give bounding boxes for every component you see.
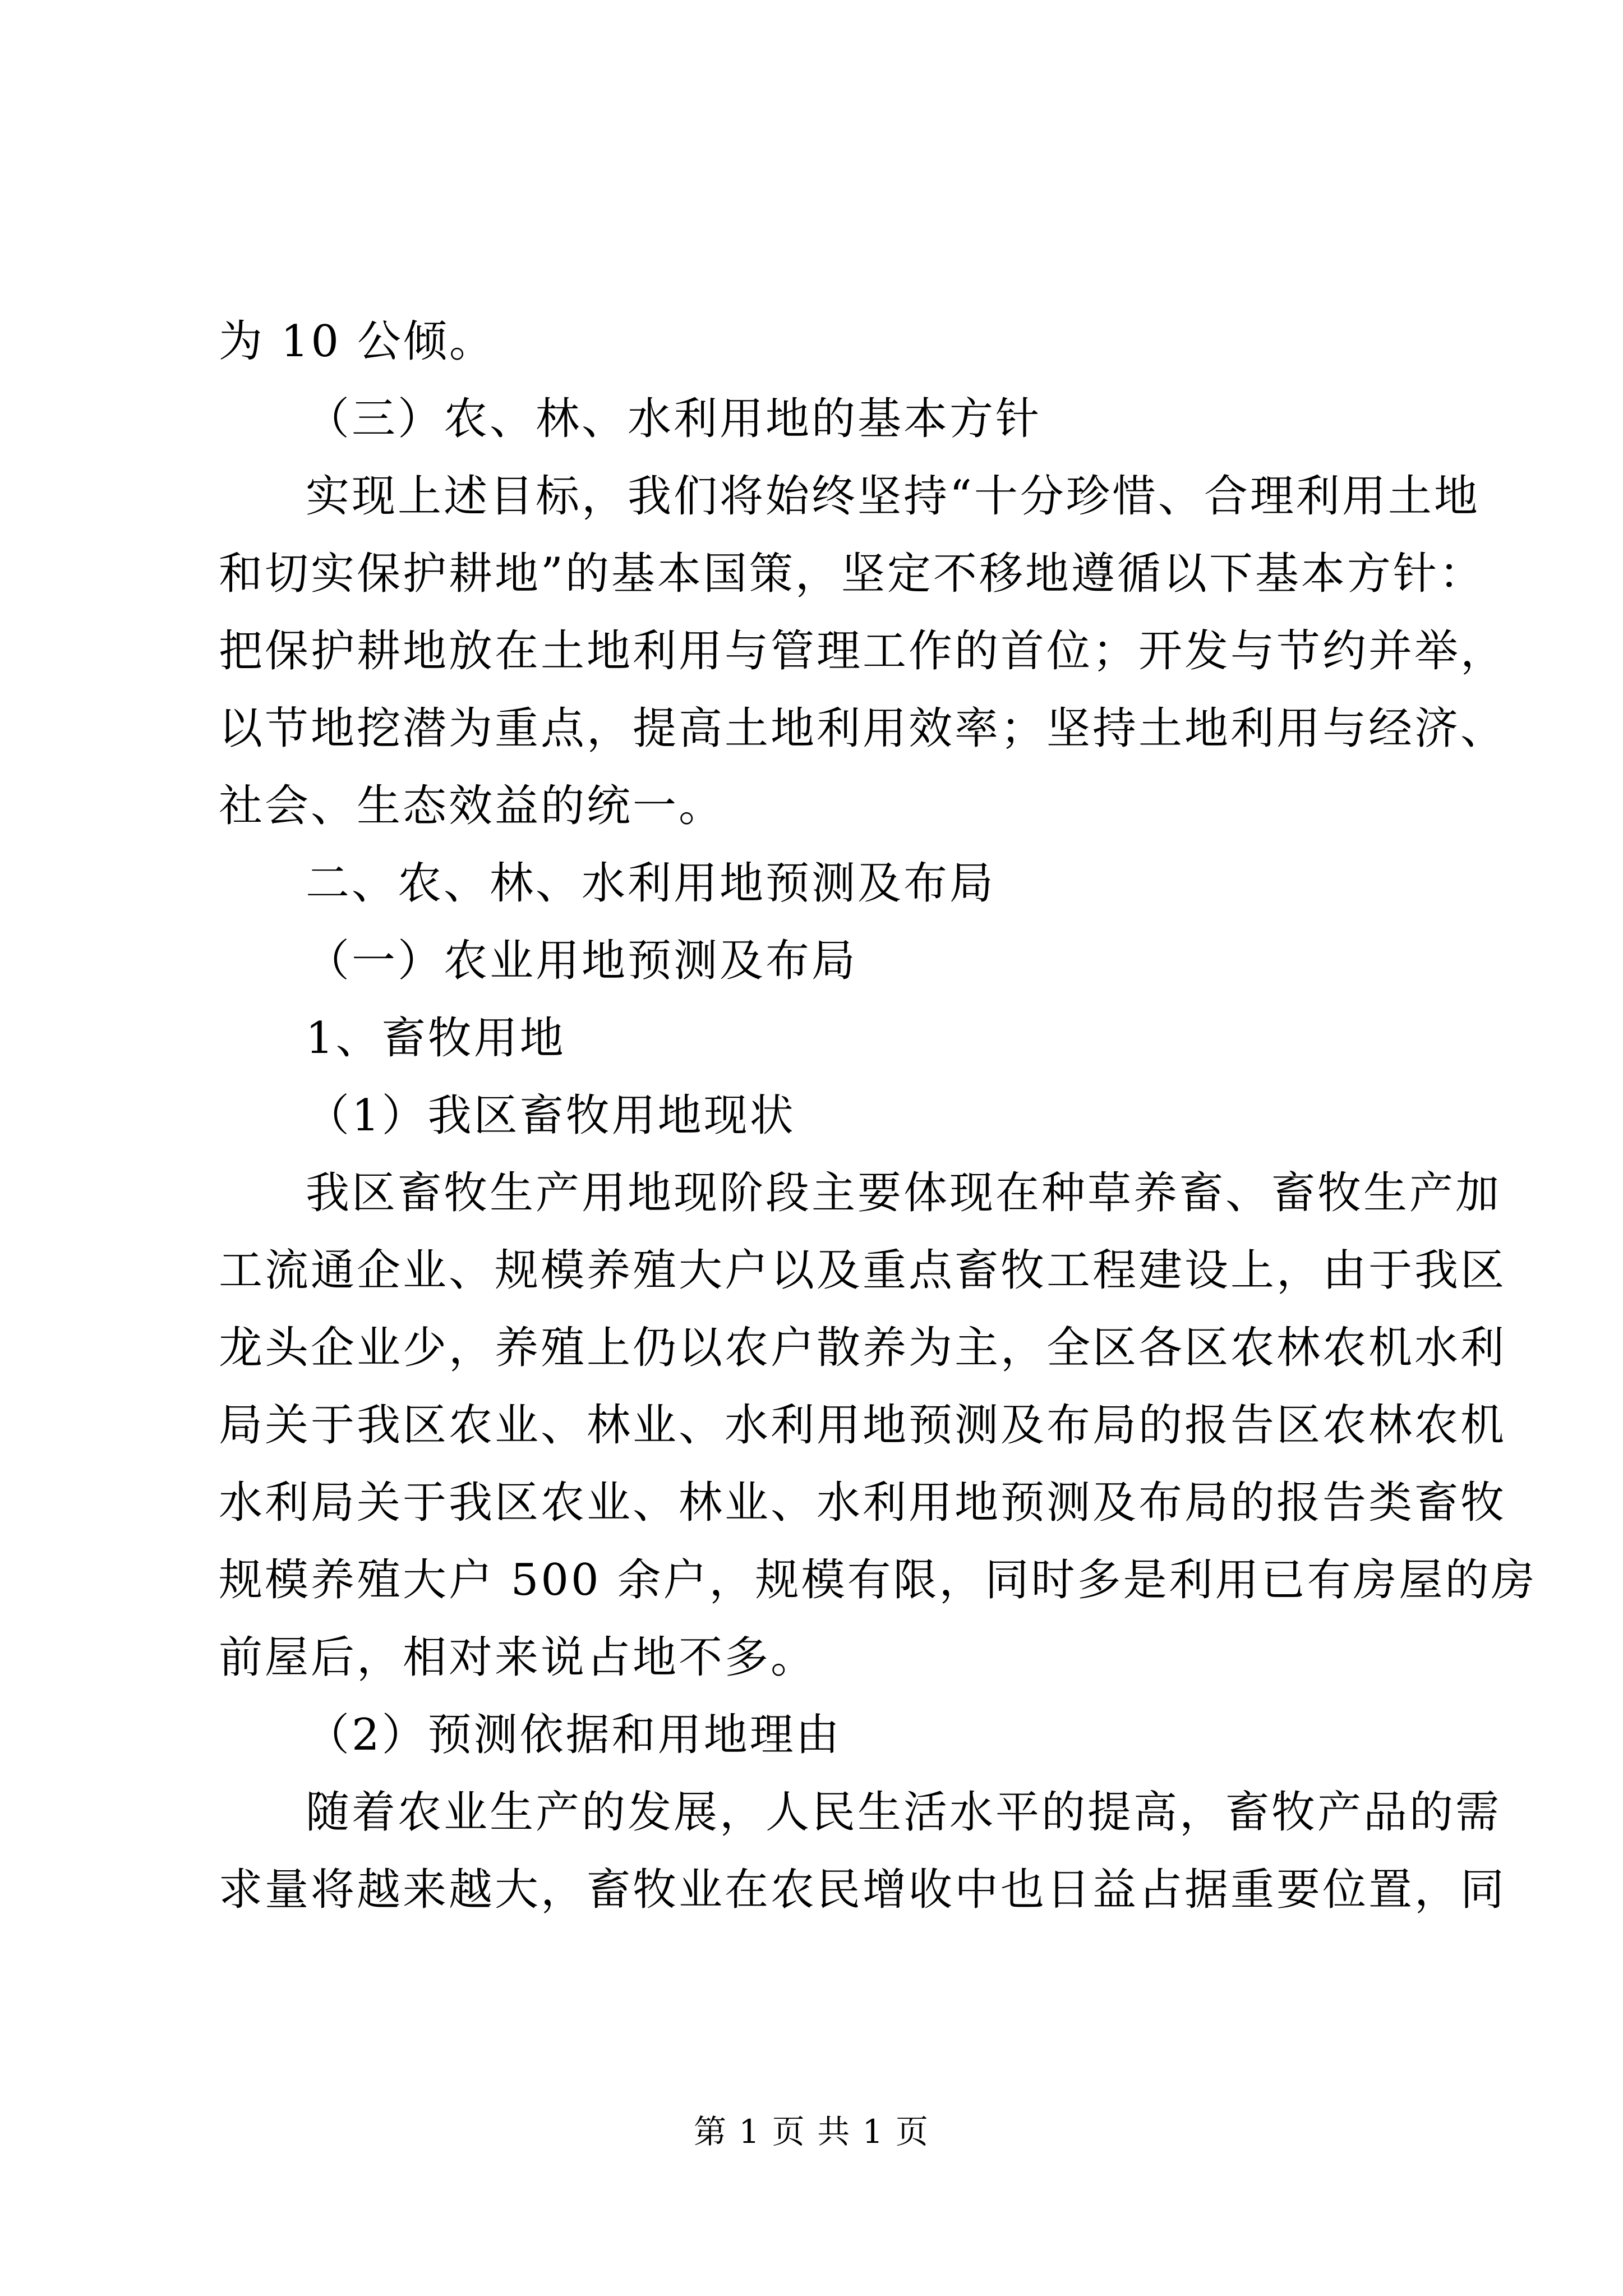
paragraph-line: 龙头企业少，养殖上仍以农户散养为主，全区各区农林农机水利 <box>219 1323 1507 1373</box>
paragraph-line: 水利局关于我区农业、林业、水利用地预测及布局的报告类畜牧 <box>219 1478 1507 1528</box>
paragraph-line: 和切实保护耕地”的基本国策，坚定不移地遵循以下基本方针： <box>219 549 1485 599</box>
paragraph-line: 随着农业生产的发展，人民生活水平的提高，畜牧产品的需 <box>306 1787 1502 1838</box>
item-heading-2: （2）预测依据和用地理由 <box>306 1710 842 1760</box>
paragraph-line: 前屋后，相对来说占地不多。 <box>219 1632 817 1683</box>
text-line-continuation: 为 10 公倾。 <box>219 316 495 367</box>
chapter-heading-2: 二、农、林、水利用地预测及布局 <box>306 858 996 909</box>
page-footer: 第 1 页 共 1 页 <box>694 2113 929 2151</box>
paragraph-line: 求量将越来越大，畜牧业在农民增收中也日益占据重要位置，同 <box>219 1865 1507 1915</box>
paragraph-line: 规模养殖大户 500 余户，规模有限，同时多是利用已有房屋的房 <box>219 1555 1537 1605</box>
item-heading-1: （1）我区畜牧用地现状 <box>306 1091 796 1141</box>
paragraph-line: 我区畜牧生产用地现阶段主要体现在种草养畜、畜牧生产加 <box>306 1168 1502 1218</box>
section-heading-1: （一）农业用地预测及布局 <box>306 936 858 986</box>
paragraph-line: 实现上述目标，我们将始终坚持“十分珍惜、合理利用土地 <box>306 471 1480 522</box>
section-heading-3: （三）农、林、水利用地的基本方针 <box>306 394 1042 444</box>
paragraph-line: 工流通企业、规模养殖大户以及重点畜牧工程建设上，由于我区 <box>219 1245 1507 1296</box>
subsection-heading-1: 1、畜牧用地 <box>306 1013 566 1064</box>
paragraph-line: 局关于我区农业、林业、水利用地预测及布局的报告区农林农机 <box>219 1400 1507 1451</box>
paragraph-line: 以节地挖潜为重点，提高土地利用效率；坚持土地利用与经济、 <box>219 703 1507 754</box>
document-body <box>219 303 1537 1929</box>
paragraph-line: 社会、生态效益的统一。 <box>219 781 725 831</box>
paragraph-line: 把保护耕地放在土地利用与管理工作的首位；开发与节约并举， <box>219 626 1507 677</box>
